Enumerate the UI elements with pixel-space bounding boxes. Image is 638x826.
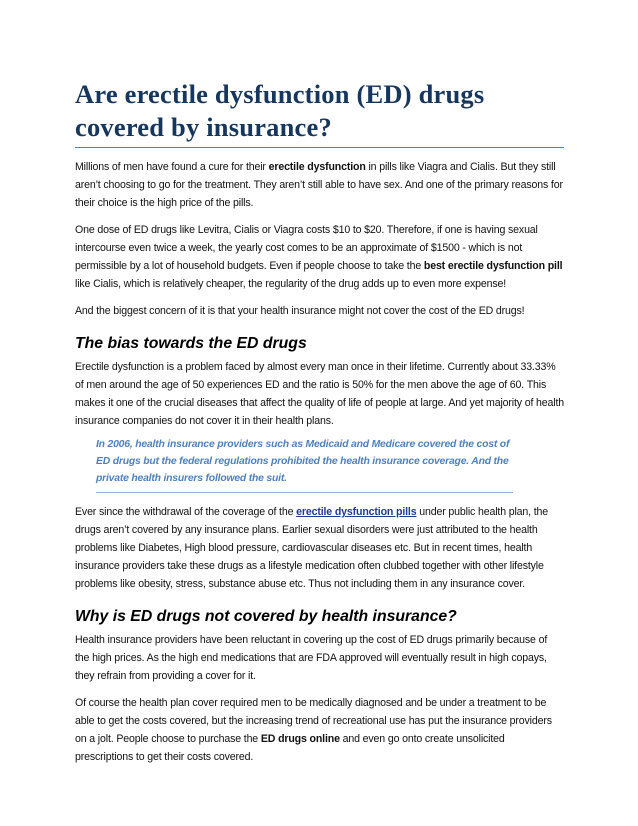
document-page bbox=[75, 78, 564, 766]
text-segment: and even go onto create unsolicited prescriptions to get their costs covered. bbox=[75, 733, 505, 763]
text-segment: Millions of men have found a cure for their bbox=[75, 161, 269, 173]
text-segment: Of course the health plan cover required men to be medically diagnosed and be under a treatment to be able to get the costs covered, but the increasing trend of recreational use has put the insurance providers on a jolt. People choose to purchase the bbox=[75, 697, 552, 745]
text-segment: in pills like Viagra and Cialis. But they still aren’t choosing to go for the treatment. They aren’t still able to have sex. And one of the primary reasons for their choice is the high price of the pills. bbox=[75, 161, 563, 209]
page-title: Are erectile dysfunction (ED) drugs covered by insurance? bbox=[75, 78, 564, 148]
pull-quote: In 2006, health insurance providers such as Medicaid and Medicare covered the cost of ED drugs but the federal regulations prohibited the health insurance coverage. And the private health insurers followed the suit. bbox=[96, 436, 513, 493]
keyword-ed-drugs-online: ED drugs online bbox=[260, 733, 340, 745]
section-heading-bias: The bias towards the ED drugs bbox=[75, 335, 307, 352]
keyword-best-pill: best erectile dysfunction pill bbox=[423, 260, 563, 272]
text-segment: One dose of ED drugs like Levitra, Cialis or Viagra costs $10 to $20. Therefore, if one is having sexual intercourse even twice a week, the yearly cost comes to be an approximate of $1500 - which is not permissible by a lot of household budgets. Even if people choose to take the bbox=[75, 224, 538, 272]
bias-paragraph-2 bbox=[75, 503, 564, 593]
intro-paragraph-1 bbox=[75, 158, 564, 212]
section-heading-why: Why is ED drugs not covered by health insurance? bbox=[75, 608, 457, 625]
why-paragraph-1: Health insurance providers have been reluctant in covering up the cost of ED drugs primarily because of the high prices. As the high end medications that are FDA approved will eventually result in high copays, they refrain from providing a cover for it. bbox=[75, 634, 548, 682]
bias-paragraph-1: Erectile dysfunction is a problem faced by almost every man once in their lifetime. Currently about 33.33% of men around the age of 50 experiences ED and the ratio is 50% for the men above the age of 60. This makes it one of the crucial diseases that affect the quality of life of people at large. And yet majority of health insurance companies do not cover it in their health plans. bbox=[75, 361, 564, 427]
text-segment: Ever since the withdrawal of the coverage of the bbox=[75, 506, 297, 518]
ed-pills-link[interactable]: erectile dysfunction pills bbox=[296, 506, 417, 518]
intro-paragraph-2 bbox=[75, 221, 564, 293]
why-paragraph-2 bbox=[75, 694, 564, 766]
text-segment: like Cialis, which is relatively cheaper, the regularity of the drug adds up to even more expense! bbox=[75, 278, 507, 290]
keyword-erectile-dysfunction: erectile dysfunction bbox=[268, 161, 366, 173]
text-segment: under public health plan, the drugs aren’t covered by any insurance plans. Earlier sexual disorders were just attributed to the health problems like Diabetes, High blood pressure, cardiovascular diseases etc. But in recent times, health insurance providers take these drugs as a lifestyle medication often clubbed together with other lifestyle problems like obesity, stress, substance abuse etc. Thus not including them in any insurance cover. bbox=[75, 506, 549, 590]
intro-paragraph-3: And the biggest concern of it is that your health insurance might not cover the cost of the ED drugs! bbox=[75, 305, 525, 317]
